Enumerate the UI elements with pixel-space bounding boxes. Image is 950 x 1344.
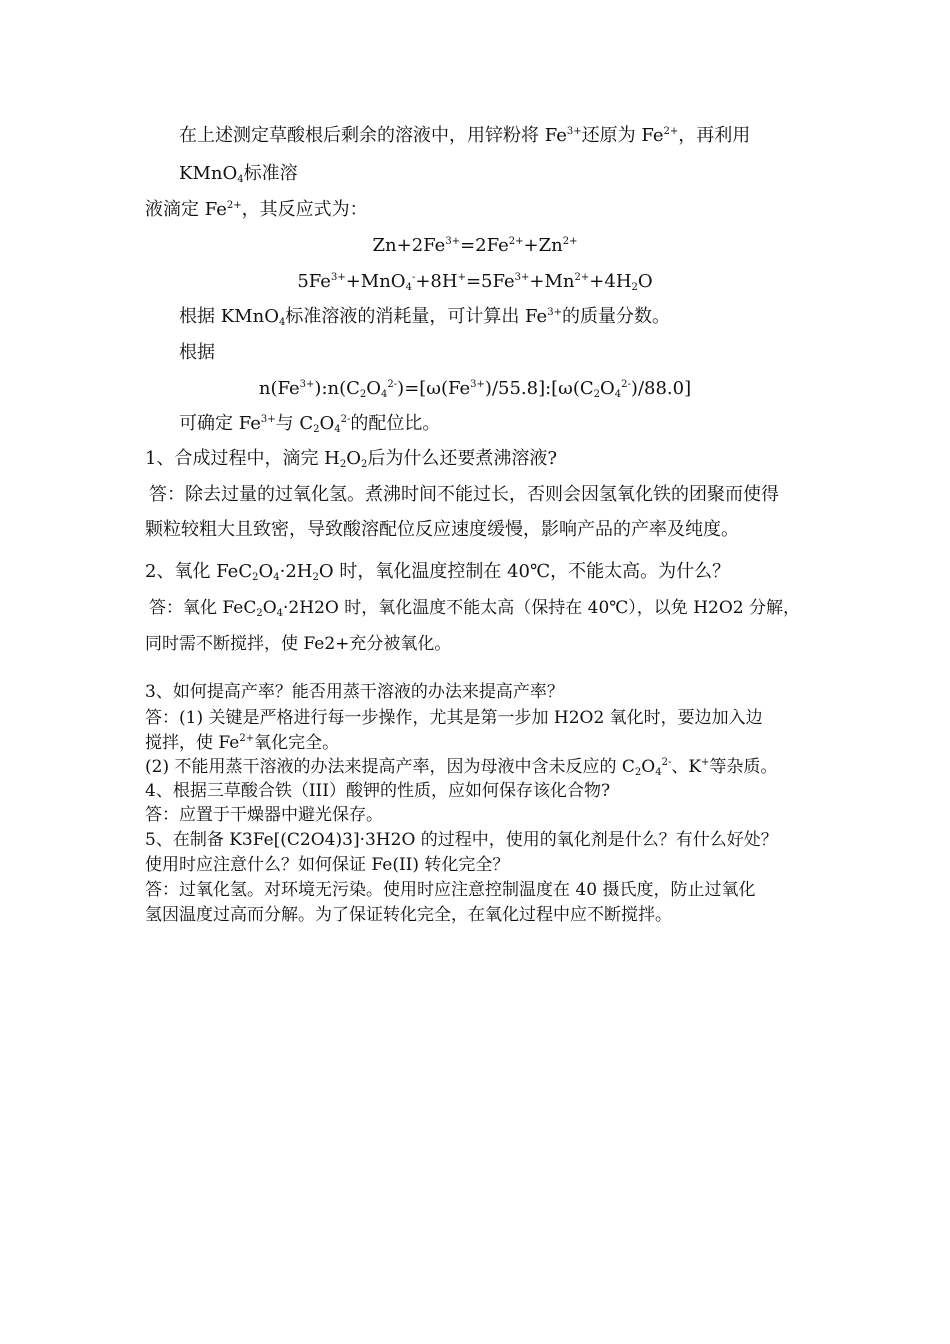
text: O xyxy=(346,448,362,469)
equation-zinc-reduction xyxy=(0,234,950,258)
superscript: 3+ xyxy=(299,379,315,390)
paragraph-reduction-line-3 xyxy=(145,198,368,222)
text: O xyxy=(319,413,335,434)
paragraph-reduction-line-2 xyxy=(179,162,298,186)
text: O xyxy=(641,757,656,777)
text: )/88.0] xyxy=(630,378,692,399)
question-1 xyxy=(145,447,557,471)
answer-3-line-1: 答：(1) 关键是严格进行每一步操作，尤其是第一步加 H2O2 氧化时，要边加入边 xyxy=(145,708,763,728)
text: ):n(C xyxy=(314,378,360,399)
subscript: 2 xyxy=(256,608,263,619)
text: +Zn xyxy=(523,235,563,256)
text: ，其反应式为： xyxy=(241,199,368,220)
text: +8H xyxy=(415,271,458,292)
text: 的质量分数。 xyxy=(561,306,670,327)
superscript: 3+ xyxy=(547,307,562,318)
superscript: - xyxy=(411,272,416,283)
text: 答：氧化 FeC xyxy=(149,598,257,618)
question-5-line-1: 5、在制备 K3Fe[(C2O4)3]·3H2O 的过程中，使用的氧化剂是什么？有什么好处？ xyxy=(145,830,778,850)
superscript: 2+ xyxy=(226,200,242,211)
question-4: 4、根据三草酸合铁（III）酸钾的性质，应如何保存该化合物? xyxy=(145,781,611,801)
text: 等杂质。 xyxy=(709,757,778,777)
text: 2、氧化 FeC xyxy=(145,561,253,582)
subscript: 2 xyxy=(361,459,368,470)
text: 与 C xyxy=(275,413,314,434)
subscript: 2 xyxy=(339,459,347,470)
subscript: 4 xyxy=(273,572,280,583)
text: ·2H xyxy=(279,561,313,582)
text: n(Fe xyxy=(258,378,300,399)
paragraph-reduction-line-1 xyxy=(179,124,750,148)
superscript: 2- xyxy=(621,379,631,390)
text: 5Fe xyxy=(297,271,331,292)
answer-4: 答：应置于干燥器中避光保存。 xyxy=(145,805,383,825)
text: 后为什么还要煮沸溶液? xyxy=(367,448,558,469)
text: 氧化完全。 xyxy=(254,733,340,753)
paragraph-coordination-ratio xyxy=(179,412,440,436)
superscript: 3+ xyxy=(514,272,530,283)
subscript: 4 xyxy=(405,282,412,293)
superscript: 2- xyxy=(340,414,351,425)
text: 还原为 Fe xyxy=(581,125,664,146)
subscript: 4 xyxy=(276,608,284,619)
text: 液滴定 Fe xyxy=(145,199,227,220)
text: +Mn xyxy=(529,271,575,292)
subscript: 2 xyxy=(359,389,367,400)
text: O xyxy=(600,378,615,399)
text: =2Fe xyxy=(460,235,509,256)
text: 的配位比。 xyxy=(350,413,441,434)
superscript: + xyxy=(457,272,466,283)
subscript: 4 xyxy=(381,389,388,400)
superscript: 3+ xyxy=(445,236,461,247)
equation-permanganate-titration xyxy=(0,270,950,294)
answer-5-line-2: 氢因温度过高而分解。为了保证转化完全，在氧化过程中应不断搅拌。 xyxy=(145,905,672,925)
subscript: 2 xyxy=(313,424,320,435)
text: +4H xyxy=(589,271,632,292)
answer-2-line-1 xyxy=(149,596,800,620)
text: 标准溶 xyxy=(243,163,298,184)
text: =5Fe xyxy=(465,271,515,292)
answer-1-line-1: 答：除去过量的过氧化氢。煮沸时间不能过长，否则会因氢氧化铁的团聚而使得 xyxy=(149,484,779,505)
question-3: 3、如何提高产率？能否用蒸干溶液的办法来提高产率？ xyxy=(145,682,564,702)
superscript: 2- xyxy=(387,379,398,390)
superscript: 2+ xyxy=(663,126,679,137)
answer-3-line-2 xyxy=(145,731,339,755)
text: 、K xyxy=(671,757,702,777)
superscript: 3+ xyxy=(260,414,276,425)
subscript: 2 xyxy=(631,282,638,293)
text: ·2H2O 时，氧化温度不能太高（保持在 40℃），以免 H2O2 分解， xyxy=(283,598,800,618)
text: 在上述测定草酸根后剩余的溶液中，用锌粉将 Fe xyxy=(179,125,567,146)
subscript: 4 xyxy=(614,389,622,400)
superscript: 3+ xyxy=(330,272,346,283)
superscript: 2+ xyxy=(574,272,590,283)
paragraph-according-to: 根据 xyxy=(179,342,215,363)
text: O xyxy=(366,378,382,399)
superscript: + xyxy=(701,757,710,768)
subscript: 2 xyxy=(634,767,642,778)
superscript: 3+ xyxy=(470,379,485,390)
text: ，再利用 xyxy=(678,125,751,146)
subscript: 2 xyxy=(252,572,259,583)
subscript: 2 xyxy=(312,572,319,583)
text: +MnO xyxy=(345,271,406,292)
subscript: 4 xyxy=(334,424,341,435)
text: O xyxy=(258,561,274,582)
superscript: 3+ xyxy=(566,126,582,137)
text: (2) 不能用蒸干溶液的办法来提高产率，因为母液中含未反应的 C xyxy=(145,757,635,777)
paragraph-mass-fraction xyxy=(179,305,670,329)
subscript: 4 xyxy=(655,767,662,778)
text: O 时，氧化温度控制在 40℃，不能太高。为什么？ xyxy=(318,561,731,582)
text: 1、合成过程中，滴完 H xyxy=(145,448,340,469)
answer-3-line-3 xyxy=(145,755,777,779)
text: 根据 KMnO xyxy=(179,306,279,327)
superscript: 2- xyxy=(661,757,672,768)
question-5-line-2: 使用时应注意什么？如何保证 Fe(II) 转化完全？ xyxy=(145,855,510,875)
text: O xyxy=(262,598,277,618)
subscript: 2 xyxy=(593,389,601,400)
text: KMnO xyxy=(179,163,238,184)
text: )=[ω(Fe xyxy=(397,378,471,399)
text: 可确定 Fe xyxy=(179,413,261,434)
text: 标准溶液的消耗量，可计算出 Fe xyxy=(285,306,548,327)
superscript: 2+ xyxy=(508,236,524,247)
answer-5-line-1: 答：过氧化氢。对环境无污染。使用时应注意控制温度在 40 摄氏度，防止过氧化 xyxy=(145,880,756,900)
superscript: 2+ xyxy=(239,733,255,744)
equation-mole-ratio xyxy=(0,377,950,401)
subscript: 4 xyxy=(237,174,244,185)
text: 搅拌，使 Fe xyxy=(145,733,240,753)
text: )/55.8]:[ω(C xyxy=(484,378,594,399)
question-2 xyxy=(145,560,730,584)
text: Zn+2Fe xyxy=(372,235,446,256)
subscript: 4 xyxy=(278,317,286,328)
answer-2-line-2: 同时需不断搅拌，使 Fe2+充分被氧化。 xyxy=(145,634,452,654)
superscript: 2+ xyxy=(562,236,578,247)
answer-1-line-2: 颗粒较粗大且致密，导致酸溶配位反应速度缓慢，影响产品的产率及纯度。 xyxy=(145,519,739,540)
text: O xyxy=(637,271,653,292)
